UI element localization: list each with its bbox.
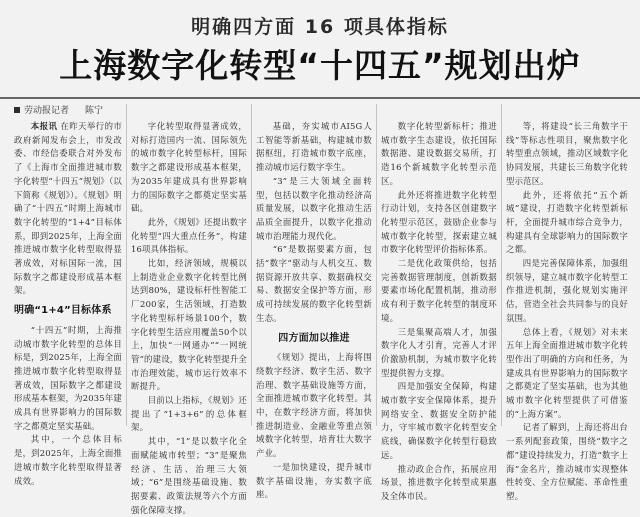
column-divider (126, 104, 127, 426)
column-2-paragraph-1: 字化转型取得显著成效，对标打造国内一流、国际领先的城市数字化转型标杆，国际数字之都建设形成基本框架，为2035年建成具有世界影响力的国际数字之都奠定坚实基础。 (131, 121, 247, 214)
column-1-paragraph-2: “十四五”时期，上海推动城市数字化转型的总体目标是，到2025年，上海全面推进城市数字化转型取得显著成效，国际数字之都建设形成基本框架，为2035年建成具有世界影响力的国际数字之都奠定坚实基础。 (14, 324, 122, 431)
article-subtitle: 明确四方面 16 项具体指标 (191, 16, 449, 38)
column-2 (131, 120, 247, 515)
column-4-paragraph-4: 三是集聚高端人才，加强数字化人才引育，完善人才评价激励机制，为城市数字化转型提供智力支撑。 (381, 326, 497, 378)
column-4-paragraph-3: 二是优化政策供给，包括完善数据管理制度，创新数据要素市场化配置机制，推动形成有利于数字化转型的制度环境。 (381, 258, 497, 323)
column-4-paragraph-6: 推动政企合作，拓展应用场景，推进数字化转型成果惠及全体市民。 (381, 463, 497, 501)
byline (14, 103, 103, 116)
column-4-paragraph-5: 四是加强安全保障，构建城市数字安全保障体系，提升网络安全、数据安全防护能力，守牢城市数字化转型安全底线，确保数字化转型行稳致远。 (381, 381, 497, 460)
column-3-paragraph-1: 基础，夯实城市AI5G人工智能等新基础，构建城市数据枢纽，打造城市数字底座，推动城市运行数字孪生。 (256, 121, 372, 173)
section-heading-targets: 明确“1+4”目标体系 (14, 305, 112, 317)
section-heading-four-aspects: 四方面加以推进 (278, 332, 350, 344)
column-divider (376, 104, 377, 426)
column-3-paragraph-5: 一是加快建设，提升城市数字基础设施，夯实数字底座。 (256, 461, 372, 500)
column-4 (381, 120, 497, 501)
column-5-paragraph-4: 总体上看，《规划》对未来五年上海全面推进城市数字化转型作出了明确的方向和任务，为建成具有世界影响力的国际数字之都奠定了坚实基础，也为其他城市数字化转型提供了可借鉴的“上海方案”。 (506, 326, 628, 419)
column-2-paragraph-4: 目前以上指标，《规划》还提出了“1+3+6”的总体框架。 (131, 395, 247, 433)
byline-label: 劳动报记者 (24, 106, 70, 116)
column-5-paragraph-5: 记者了解到，上海还将出台一系列配套政策，围绕“数字之都”建设持续发力，打造“数字上海”金名片，推动城市实现整体性转变、全方位赋能、革命性重塑。 (506, 422, 628, 501)
byline-author: 陈宁 (85, 106, 104, 116)
column-5-paragraph-1: 等，将建设“长三角数字干线”等标志性项目，聚焦数字化转型重点领域，推动区域数字化协同发展，共建长三角数字化转型示范区。 (506, 121, 628, 186)
column-2-paragraph-3: 比如，经济领域，规模以上制造业企业数字化转型比例达到80%，建设标杆性智能工厂200家，生活领域，打造数字化转型标杆场景100个，数字化转型生活应用覆盖50个以上，加快“一网通办”“一网统管”的建设，数字化转型提升全市治理效能，城市运行效率不断提升。 (131, 258, 247, 392)
column-4-paragraph-2: 此外还将推进数字化转型行动计划，支持各区创建数字化转型示范区，鼓励企业参与城市数字化转型，探索建立城市数字化转型评价指标体系。 (381, 189, 497, 255)
column-3-paragraph-4: 《规划》提出，上海将围绕数字经济、数字生活、数字治理、数字基础设施等方面，全面推进城市数字化转型。其中，在数字经济方面，将加快推进制造业、金融业等重点领域数字化转型，培育壮大数字产业。 (256, 352, 372, 459)
column-2-paragraph-5: 其中，“1”是以数字化全面赋能城市转型；“3”是聚焦经济、生活、治理三大领域；“6”是围绕基础设施、数据要素、政策法规等六个方面强化保障支撑。 (131, 436, 247, 515)
article-headline: 上海数字化转型“十四五”规划出炉 (59, 46, 581, 85)
column-5-paragraph-3: 四是完善保障体系，加强组织领导，建立城市数字化转型工作推进机制，强化规划实施评估，营造全社会共同参与的良好氛围。 (506, 258, 628, 323)
column-3-paragraph-3: “6”是数据要素方面，包括“数字”驱动与人机交互、数据资源开放共享、数据确权交易、数据安全保护等方面，形成可持续发展的数字化转型新生态。 (256, 244, 372, 323)
column-1 (14, 120, 122, 486)
column-3 (256, 120, 372, 500)
column-1-paragraph-3: 其中，一个总体目标是，到2025年，上海全面推进城市数字化转型取得显著成效。 (14, 434, 122, 486)
column-5-paragraph-2: 此外，还将依托“五个新城”建设，打造数字化转型新标杆，全面提升城市综合竞争力，构建具有全球影响力的国际数字之都。 (506, 189, 628, 255)
column-1-paragraph-1: 在昨天举行的市政府新闻发布会上，市发改委、市经信委联合对外发布了《上海市全面推进城市数字化转型“十四五”规划》（以下简称《规划》）。《规划》明确了“十四五”时期上海城市数字化转型的“1+4”目标体系，即到2025年，上海全面推进城市数字化转型取得显著成效，对标国际一流，国际数字之都建设形成基本框架。 (14, 121, 122, 296)
column-5 (506, 120, 628, 501)
headline-rule (0, 97, 640, 99)
byline-square-icon (14, 107, 20, 113)
column-divider (501, 104, 502, 426)
column-divider (251, 104, 252, 426)
column-2-paragraph-2: 此外，《规划》还提出数字化转型“四大重点任务”，构建16项具体指标。 (131, 216, 247, 255)
lead-tag: 本报讯 (30, 121, 58, 131)
column-4-paragraph-1: 数字化转型新标杆；推进城市数字生态建设，依托国际数据港、建设数据交易所，打造16个新城数字化转型示范区。 (381, 121, 497, 186)
column-3-paragraph-2: “3”是三大领域全面转型，包括以数字化推动经济高质量发展，以数字化推动生活品质全面提升，以数字化推动城市治理能力现代化。 (256, 175, 372, 241)
